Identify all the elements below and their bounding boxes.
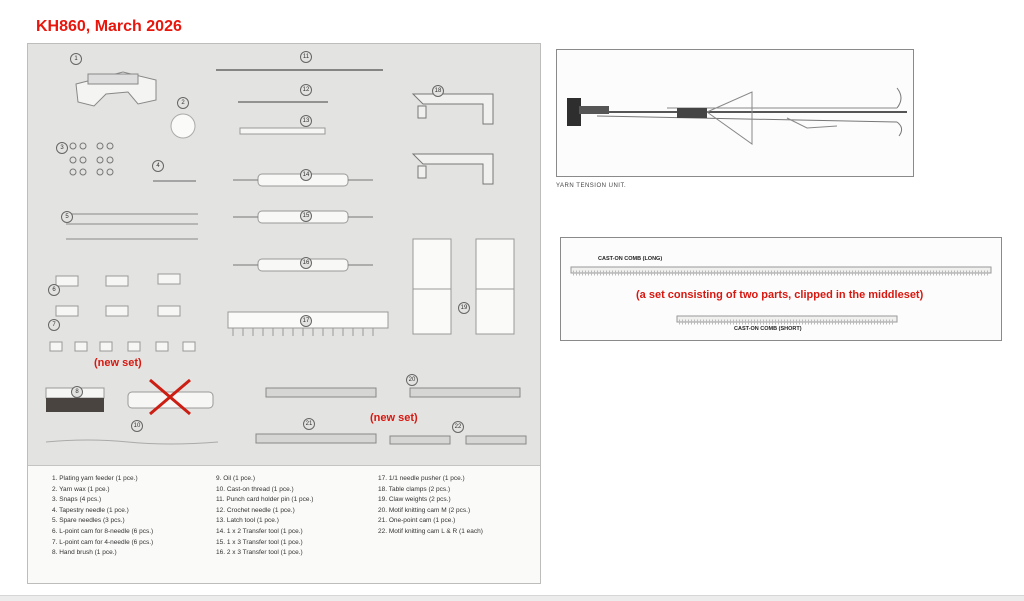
legend-item: 20. Motif knitting cam M (2 pcs.) [378,506,471,514]
legend-column-1 [52,474,153,559]
callout-17: 17 [300,315,312,327]
cast-on-long-label: CAST-ON COMB (LONG) [598,256,663,262]
legend-item: 6. L-point cam for 8-needle (6 pcs.) [52,527,154,535]
oil-bottle-drawing [128,380,213,414]
callout-10: 10 [131,420,143,432]
callout-16: 16 [300,257,312,269]
cast-on-thread-drawing [46,440,218,444]
callout-12: 12 [300,84,312,96]
legend-column-3 [378,474,483,538]
parts-illustration [28,44,542,468]
l-point-cam-8-drawing [56,274,180,316]
callout-2: 2 [177,97,189,109]
yarn-tension-caption: YARN TENSION UNIT. [556,183,627,189]
callout-22: 22 [452,421,464,433]
parts-panel [27,43,541,584]
callout-3: 3 [56,142,68,154]
legend-item: 21. One-point cam (1 pce.) [378,517,456,525]
legend-item: 22. Motif knitting cam L & R (1 each) [378,527,483,535]
plating-yarn-feeder-drawing [76,72,156,106]
legend-item: 3. Snaps (4 pcs.) [52,496,102,504]
l-point-cam-4-drawing [50,342,195,351]
new-set-note-cams: (new set) [370,412,418,424]
legend-item: 18. Table clamps (2 pcs.) [378,485,451,493]
callout-15: 15 [300,210,312,222]
legend-column-2 [216,474,313,559]
callout-18: 18 [432,85,444,97]
yarn-tension-illustration [557,50,913,176]
callout-8: 8 [71,386,83,398]
legend-item: 19. Claw weights (2 pcs.) [378,496,451,504]
legend-item: 1. Plating yarn feeder (1 pce.) [52,475,138,482]
callout-19: 19 [458,302,470,314]
legend-item: 8. Hand brush (1 pce.) [52,549,117,557]
callout-21: 21 [303,418,315,430]
viewer-bottom-bar [0,595,1024,601]
callout-13: 13 [300,115,312,127]
legend-item: 7. L-point cam for 4-needle (6 pcs.) [52,538,154,546]
snaps-drawing [70,143,113,175]
table-clamps-drawing [413,94,493,184]
legend-item: 17. 1/1 needle pusher (1 pce.) [378,475,465,482]
callout-20: 20 [406,374,418,386]
page-title: KH860, March 2026 [36,18,182,35]
legend-item: 15. 1 x 3 Transfer tool (1 pce.) [216,538,303,546]
callout-6: 6 [48,284,60,296]
legend-item: 12. Crochet needle (1 pce.) [216,506,295,514]
legend-item: 13. Latch tool (1 pce.) [216,517,279,525]
yarn-wax-drawing [171,114,195,138]
legend-item: 9. Oil (1 pce.) [216,475,256,482]
latch-tool-drawing [240,128,325,134]
callout-7: 7 [48,319,60,331]
legend-item: 11. Punch card holder pin (1 pce.) [216,496,314,504]
parts-legend [28,465,540,583]
callout-4: 4 [152,160,164,172]
legend-item: 4. Tapestry needle (1 pce.) [52,506,129,514]
legend-item: 2. Yarn wax (1 pce.) [52,485,110,493]
cast-on-set-note: (a set consisting of two parts, clipped in the middleset) [636,289,924,301]
new-set-note-brush: (new set) [94,357,142,369]
cast-on-short-label: CAST-ON COMB (SHORT) [734,326,802,332]
claw-weights-drawing [413,239,514,334]
legend-item: 14. 1 x 2 Transfer tool (1 pce.) [216,527,303,535]
callout-1: 1 [70,53,82,65]
callout-14: 14 [300,169,312,181]
legend-item: 16. 2 x 3 Transfer tool (1 pce.) [216,549,303,557]
legend-item: 10. Cast-on thread (1 pce.) [216,485,294,493]
legend-item: 5. Spare needles (3 pcs.) [52,517,125,525]
callout-11: 11 [300,51,312,63]
callout-5: 5 [61,211,73,223]
yarn-tension-photo [556,49,914,177]
spare-needles-drawing [66,214,198,239]
